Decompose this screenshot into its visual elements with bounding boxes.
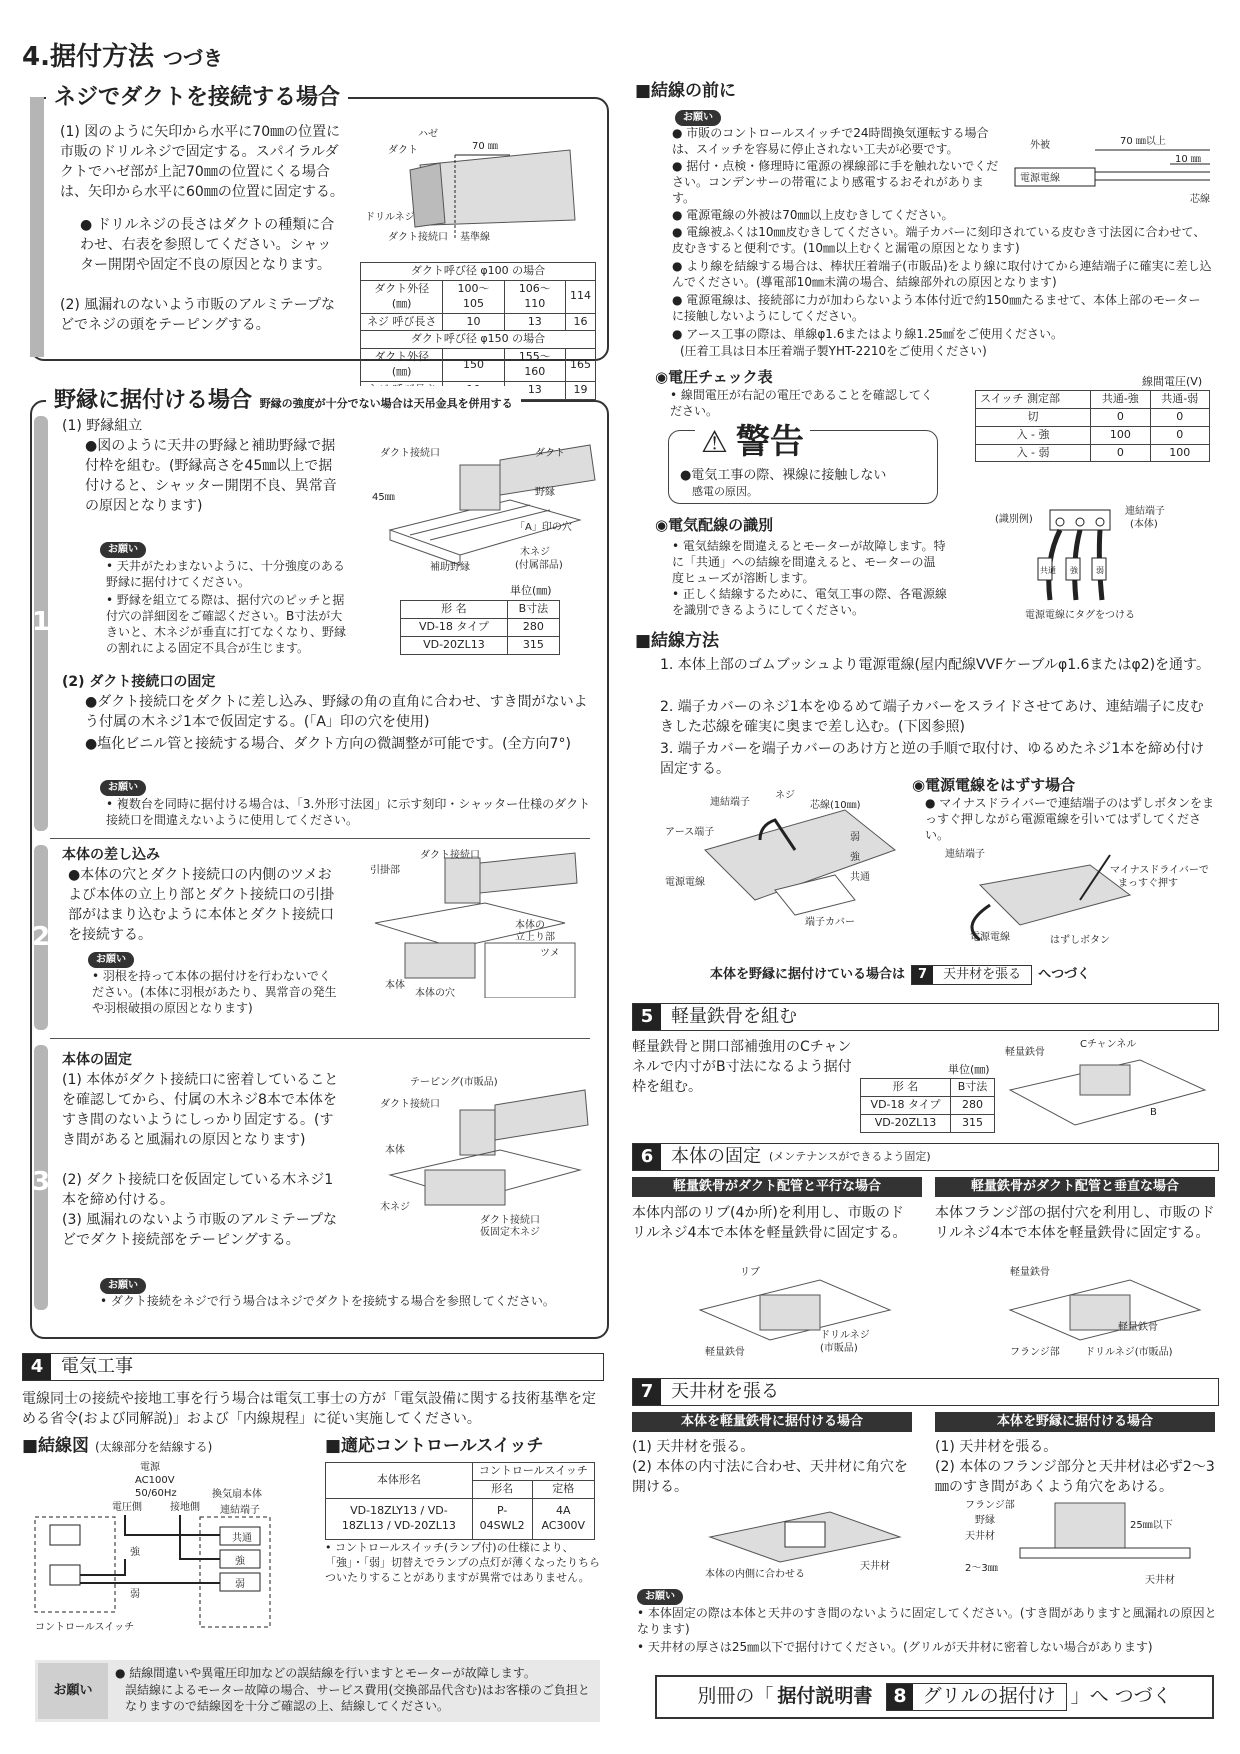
body-box bbox=[760, 1295, 820, 1330]
s3-i2: (2) ダクト接続口を仮固定している木ネジ1本を締め付ける。 bbox=[62, 1172, 334, 1208]
t1-cell: 100～105 bbox=[443, 280, 504, 313]
s3-fig-tmp: ダクト接続口 bbox=[480, 1215, 540, 1226]
s1-fig-dim: 45㎜ bbox=[372, 492, 395, 503]
t2-cell: ダクト外径(㎜) bbox=[361, 349, 443, 382]
divider bbox=[50, 1038, 590, 1039]
s1-fig-joist: 野縁 bbox=[535, 487, 555, 498]
s2-badge-text: お願い bbox=[88, 952, 134, 968]
s7l-inner: 本体の内側に合わせる bbox=[705, 1569, 805, 1580]
warning-title bbox=[695, 420, 810, 466]
footer-label: グリルの据付け bbox=[922, 1685, 1056, 1708]
rf-term: 連結端子 bbox=[945, 849, 985, 860]
s2-fig-tab: ツメ bbox=[540, 948, 560, 959]
wiring-title: ■結線図 bbox=[22, 1436, 90, 1456]
opening bbox=[785, 1522, 825, 1547]
conn-box bbox=[460, 465, 500, 510]
s1-b2: ●ダクト接続口をダクトに差し込み、野縁の角の直角に合わせ、すき間がないよう付属の木ネジ1本で仮固定する。(「A」印の穴を使用) bbox=[85, 694, 588, 730]
goto-pre: 本体を野縁に据付けている場合は bbox=[710, 967, 906, 982]
sec6-left-text: 本体内部のリブ(4か所)を利用し、市販のドリルネジ4本で本体を軽量鉄骨に固定する。 bbox=[632, 1205, 907, 1241]
sec7-n2: • 天井材の厚さは25㎜以下で据付けてください。(グリルが天井材に密着しない場合があります) bbox=[637, 1640, 1153, 1654]
strip-figure bbox=[1010, 130, 1225, 210]
s1-fig-duct: ダクト bbox=[535, 448, 565, 459]
rf-btn: はずしボタン bbox=[1050, 935, 1110, 945]
rf-driver: マイナスドライバーで bbox=[1110, 865, 1209, 876]
s2-fig-rise2: 立上り部 bbox=[515, 932, 555, 943]
body-box bbox=[1055, 1503, 1125, 1548]
s1-h2: (2) ダクト接続口の固定 bbox=[62, 674, 216, 690]
s1-td: VD-18 タイプ bbox=[401, 618, 508, 636]
s3-num: 3 bbox=[32, 1167, 51, 1197]
footer-bold: 据付説明書 bbox=[777, 1685, 873, 1708]
rf-cable: 電源電線 bbox=[970, 932, 1010, 943]
footer-pre: 別冊の「 bbox=[697, 1685, 774, 1708]
fig-drill-label: ドリルネジ bbox=[365, 212, 415, 223]
voltage-title: ◉電圧チェック表 bbox=[655, 368, 773, 386]
terminal-figure bbox=[665, 790, 910, 930]
sec7-badge bbox=[637, 1587, 683, 1605]
t1-cell: ネジ 呼び長さ bbox=[361, 313, 443, 331]
vt-cell: 0 bbox=[1091, 444, 1150, 462]
sec7-left-i2: (2) 本体の内寸法に合わせ、天井材に角穴を開ける。 bbox=[632, 1459, 908, 1495]
before-item: ● 電源電線の外被は70㎜以上皮むきしてください。 bbox=[672, 208, 954, 222]
s2-h: 本体の差し込み bbox=[62, 847, 160, 863]
vt-cell: 100 bbox=[1150, 444, 1209, 462]
ctrl-models: VD-18ZLY13 / VD-18ZL13 / VD-20ZL13 bbox=[326, 1498, 473, 1539]
wd-ac: AC100V bbox=[135, 1475, 175, 1486]
sec7-num: 7 bbox=[633, 1379, 661, 1405]
sec4-title: 電気工事 bbox=[61, 1355, 133, 1377]
s1-figure bbox=[370, 440, 600, 580]
joist-title-text: 野縁に据付ける場合 bbox=[54, 388, 253, 413]
s1-badge2-text: お願い bbox=[100, 780, 146, 796]
s2-fig-body: 本体 bbox=[385, 980, 405, 991]
vt-cell: 切 bbox=[976, 408, 1091, 426]
conn-box bbox=[460, 1110, 495, 1155]
goto-label: 天井材を張る bbox=[943, 967, 1022, 982]
sec5-text: 軽量鉄骨と開口部補強用のCチャンネルで内寸がB寸法になるよう据付枠を組む。 bbox=[632, 1039, 852, 1095]
sec7-left-i1: (1) 天井材を張る。 bbox=[632, 1439, 755, 1455]
sec7-left-figure bbox=[700, 1497, 915, 1582]
sec7-right-head: 本体を野縁に据付ける場合 bbox=[935, 1412, 1215, 1432]
s2-n1: • 羽根を持って本体の据付けを行わないでください。(本体に羽根があたり、異常音の発生や羽根破損の原因となります) bbox=[92, 969, 337, 1015]
sf-core: 芯線 bbox=[1190, 194, 1210, 205]
title-text: 4.据付方法 bbox=[22, 42, 154, 72]
screw-table bbox=[360, 262, 596, 400]
goto-post: へつづく bbox=[1038, 967, 1091, 982]
id-t3: 弱 bbox=[1096, 566, 1104, 575]
tf-cover: 端子カバー bbox=[805, 917, 855, 928]
sf-cable: 電源電線 bbox=[1020, 173, 1060, 184]
wd-fan: 換気扇本体 bbox=[212, 1489, 262, 1500]
s5-th: 形 名 bbox=[861, 1079, 951, 1097]
s3-n1: • ダクト接続をネジで行う場合はネジでダクトを接続する場合を参照してください。 bbox=[100, 1294, 555, 1308]
footer-post: 」へ つづく bbox=[1070, 1685, 1172, 1708]
s6r-steel2: 軽量鉄骨 bbox=[1118, 1322, 1158, 1333]
footer-box bbox=[655, 1675, 1214, 1719]
voltage-note: • 線間電圧が右記の電圧であることを確認してください。 bbox=[670, 388, 933, 418]
before-item: (圧着工具は日本圧着端子製YHT-2210をご使用ください) bbox=[680, 344, 987, 358]
before-item: ● アース工事の際は、単線φ1.6またはより線1.25㎟をご使用ください。 bbox=[672, 327, 1064, 341]
s6r-drill: ドリルネジ(市販品) bbox=[1085, 1347, 1173, 1358]
sec7-head bbox=[632, 1378, 1219, 1406]
s2-figure bbox=[365, 848, 595, 998]
screw-box-title: ネジでダクトを接続する場合 bbox=[46, 83, 348, 113]
body-box bbox=[1080, 1065, 1130, 1095]
s2-badge bbox=[88, 950, 134, 968]
goto-num: 7 bbox=[912, 966, 933, 984]
tf-screw: ネジ bbox=[775, 790, 795, 801]
wd-src: 電源 bbox=[140, 1462, 160, 1473]
title-sub: つづき bbox=[163, 46, 224, 70]
voltage-unit: 線間電圧(V) bbox=[1142, 375, 1203, 388]
sf-outer: 外被 bbox=[1030, 140, 1050, 151]
s5-td: VD-20ZL13 bbox=[861, 1114, 951, 1132]
warning-sub: 感電の原因。 bbox=[692, 485, 758, 498]
conn-box bbox=[445, 858, 480, 903]
wd-strong2: 強 bbox=[130, 1547, 140, 1558]
s2-num: 2 bbox=[32, 922, 51, 952]
detail-box bbox=[485, 943, 575, 998]
wiring-diagram bbox=[30, 1455, 330, 1635]
sec7-left-head: 本体を軽量鉄骨に据付ける場合 bbox=[632, 1412, 912, 1432]
sec4-num: 4 bbox=[23, 1354, 51, 1380]
before-title: ■結線の前に bbox=[635, 81, 737, 101]
s1-b3: ●塩化ビニル管と接続する場合、ダクト方向の微調整が可能です。(全方向7°) bbox=[85, 736, 571, 752]
s2-b: ●本体の穴とダクト接続口の内側のツメおよび本体の立上り部とダクト接続口の引掛部がはまり込むように本体とダクト接続口を接続する。 bbox=[68, 867, 334, 943]
vt-head: 共通-強 bbox=[1091, 391, 1150, 409]
rf-driver2: まっすぐ押す bbox=[1118, 878, 1178, 889]
vt-cell: 0 bbox=[1150, 426, 1209, 444]
s1-fig-screw2: (付属部品) bbox=[515, 560, 563, 571]
before-badge bbox=[675, 108, 721, 126]
sec5-figure bbox=[1000, 1035, 1215, 1140]
s6l-drill2: (市販品) bbox=[820, 1343, 858, 1354]
fig-duct-label: ダクト bbox=[388, 145, 418, 156]
before-item: ● 市販のコントロールスイッチで24時間換気運転する場合は、スイッチを容易に停止されない工夫が必要です。 bbox=[672, 126, 989, 156]
before-item: ● 電線被ふくは10㎜皮むきしてください。端子カバーに刻印されている皮むき寸法図に合わせて、皮むきすると便利です。(10㎜以上むくと漏電の原因となります) bbox=[672, 225, 1206, 255]
sec6-title: 本体の固定 bbox=[671, 1145, 761, 1167]
method-title: ■結線方法 bbox=[635, 631, 720, 651]
wd-term: 連結端子 bbox=[220, 1505, 260, 1516]
s1-num: 1 bbox=[32, 607, 51, 637]
s1-fig-sub: 補助野縁 bbox=[430, 562, 470, 573]
vt-cell: 0 bbox=[1091, 408, 1150, 426]
t2-cell: 155～160 bbox=[504, 349, 565, 382]
s1-table bbox=[400, 600, 560, 655]
s5-th: B寸法 bbox=[951, 1079, 995, 1097]
wires bbox=[80, 1515, 220, 1583]
s1-n1: • 天井がたわまないように、十分強度のある野縁に据付けてください。 bbox=[106, 559, 345, 589]
id-term2: (本体) bbox=[1130, 519, 1158, 530]
term-shape bbox=[980, 865, 1130, 925]
sec7-n1: • 本体固定の際は本体と天井のすき間のないように固定してください。(すき間がありますと風漏れの原因となります) bbox=[637, 1606, 1217, 1636]
tf-term: 連結端子 bbox=[710, 797, 750, 808]
tf-cable: 電源電線 bbox=[665, 877, 705, 888]
s7r-joist: 野縁 bbox=[975, 1515, 995, 1526]
screw-item1: (1) 図のように矢印から水平に70㎜の位置に市販のドリルネジで固定する。スパイラルダクトでハゼ部が上記70㎜の位置にくる場合は、矢印から水平に60㎜の位置に固定する。 bbox=[60, 124, 344, 200]
fig-70mm-label: 70 ㎜ bbox=[472, 141, 498, 152]
s1-badge2 bbox=[100, 778, 146, 796]
lamp-shape bbox=[50, 1525, 80, 1545]
tf-core: 芯線(10㎜) bbox=[810, 800, 861, 811]
tf-strong: 強 bbox=[850, 852, 860, 863]
s1-fig-screw: 木ネジ bbox=[520, 547, 550, 558]
t2-cell: 150 bbox=[443, 349, 504, 382]
sec6-right-text: 本体フランジ部の据付穴を利用し、市販のドリルネジ4本で本体を軽量鉄骨に固定する。 bbox=[935, 1205, 1215, 1241]
s1-fig-aho: 「A」印の穴 bbox=[515, 522, 572, 533]
s3-fig-tmp2: 仮固定木ネジ bbox=[480, 1227, 540, 1238]
vt-head: 共通-弱 bbox=[1150, 391, 1209, 409]
wd-hz: 50/60Hz bbox=[135, 1488, 177, 1499]
core-lines bbox=[1095, 172, 1210, 180]
ceiling-board bbox=[1020, 1548, 1190, 1558]
sec6-head bbox=[632, 1143, 1219, 1171]
sec7-badge-text: お願い bbox=[637, 1589, 683, 1605]
vt-cell: 入 - 弱 bbox=[976, 444, 1091, 462]
s3-badge-text: お願い bbox=[100, 1278, 146, 1294]
joist-box-title bbox=[46, 386, 521, 416]
s1-n3: • 複数台を同時に据付ける場合は、「3.外形寸法図」に示す刻印・シャッター仕様のダクト接続口を間違えないように使用してください。 bbox=[106, 797, 591, 827]
duct-pipe bbox=[495, 1090, 588, 1140]
sec7-right-figure bbox=[960, 1493, 1200, 1588]
id-ex: (識別例) bbox=[995, 514, 1033, 525]
t2-head: ダクト呼び径 φ150 の場合 bbox=[361, 331, 596, 349]
identify-i2: • 正しく結線するために、電気工事の際、各電源線を識別できるようにしてください。 bbox=[672, 587, 947, 617]
screw-sidebar bbox=[30, 97, 44, 357]
s7r-ceil2: 天井材 bbox=[1145, 1575, 1175, 1586]
s3-badge bbox=[100, 1276, 146, 1294]
term-block bbox=[1050, 510, 1110, 530]
s6r-flange: フランジ部 bbox=[1010, 1347, 1060, 1358]
s7r-25: 25㎜以下 bbox=[1130, 1520, 1173, 1531]
t1-cell: 10 bbox=[443, 313, 504, 331]
id-tag: 電源電線にタグをつける bbox=[1025, 610, 1135, 621]
elec-intro: 電線同士の接続や接地工事を行う場合は電気工事士の方が「電気設備に関する技術基準を定める省令(および同解説)」および「内線規程」に従い実施してください。 bbox=[22, 1391, 596, 1427]
fig-haze-label: ハゼ bbox=[418, 129, 438, 140]
fig-base-label: 基準線 bbox=[460, 232, 490, 243]
method-step: 3. 端子カバーを端子カバーのあけ方と逆の手順で取付け、ゆるめたネジ1本を締め付け固定する。 bbox=[660, 741, 1205, 777]
s3-figure bbox=[370, 1075, 595, 1240]
id-t1: 共通 bbox=[1040, 566, 1056, 575]
vt-head: スイッチ bbox=[980, 392, 1024, 405]
s3-i3: (3) 風漏れのないよう市販のアルミテープなどでダクト接続部をテーピングする。 bbox=[62, 1212, 338, 1248]
ctrl-model: P-04SWL2 bbox=[472, 1498, 532, 1539]
ctrl-note: • コントロールスイッチ(ランプ付)の仕様により、「強」・「弱」切替えでランプの点灯が薄くなったりちらついたりすることがありますが異常ではありません。 bbox=[325, 1541, 600, 1584]
s5-td: 280 bbox=[951, 1096, 995, 1114]
s5-fig-steel: 軽量鉄骨 bbox=[1005, 1047, 1045, 1058]
remove-text: ● マイナスドライバーで連結端子のはずしボタンをまっすぐ押しながら電源電線を引いてはずしてください。 bbox=[925, 796, 1214, 842]
ctrl-rating: 4A AC300V bbox=[532, 1498, 595, 1539]
warning-triangle-icon: ⚠ bbox=[701, 424, 728, 460]
warning-text: ●電気工事の際、裸線に接触しない bbox=[680, 468, 887, 483]
sf-70: 70 ㎜以上 bbox=[1120, 136, 1166, 147]
sec6-left-head: 軽量鉄骨がダクト配管と平行な場合 bbox=[632, 1177, 922, 1197]
warning-title-text: 警告 bbox=[735, 422, 804, 462]
before-item: ● 電源電線は、接続部に力が加わらないよう本体付近で約150㎜たるませて、本体上部のモーターに接触しないようにしてください。 bbox=[672, 293, 1201, 323]
ctrl-th: 形名 bbox=[472, 1480, 532, 1498]
sec5-table bbox=[860, 1078, 995, 1133]
vt-cell: 100 bbox=[1091, 426, 1150, 444]
sec7-title: 天井材を張る bbox=[671, 1380, 779, 1402]
s7r-gap: 2～3㎜ bbox=[965, 1563, 998, 1574]
divider bbox=[50, 838, 590, 839]
sec5-head bbox=[632, 1003, 1219, 1031]
t1-head: ダクト呼び径 φ100 の場合 bbox=[361, 263, 596, 281]
joist-title-note: 野縁の強度が十分でない場合は天吊金具を併用する bbox=[259, 397, 513, 410]
sec7-right-i2: (2) 本体のフランジ部分と天井材は必ず2～3㎜のすき間があくよう角穴をあける。 bbox=[935, 1459, 1215, 1495]
s1-td: 280 bbox=[507, 618, 559, 636]
s5-td: 315 bbox=[951, 1114, 995, 1132]
conn-shape bbox=[410, 163, 445, 227]
warn-badge: お願い bbox=[38, 1663, 108, 1719]
s1-badge bbox=[100, 540, 146, 558]
s1-fig-conn: ダクト接続口 bbox=[380, 448, 440, 459]
warn1: ● 結線間違いや異電圧印加などの誤結線を行いますとモーターが故障します。 bbox=[115, 1666, 536, 1680]
s1-th: B寸法 bbox=[507, 601, 559, 619]
vt-head: 測定部 bbox=[1027, 392, 1061, 405]
s1-unit: 単位(㎜) bbox=[510, 584, 552, 597]
warn2: 誤結線によるモーター故障の場合、サービス費用(交換部品代含む)はお客様のご負担となりますので結線図を十分ご確認の上、結線してください。 bbox=[125, 1683, 590, 1713]
wd-strong: 強 bbox=[235, 1556, 245, 1567]
vt-cell: 入 - 強 bbox=[976, 426, 1091, 444]
ctrl-table bbox=[325, 1462, 595, 1540]
vt-cell: 0 bbox=[1150, 408, 1209, 426]
id-term: 連結端子 bbox=[1125, 506, 1165, 517]
s1-badge-text: お願い bbox=[100, 542, 146, 558]
s2-fig-rise: 本体の bbox=[515, 920, 545, 931]
s7r-ceil: 天井材 bbox=[965, 1531, 995, 1542]
remove-figure bbox=[940, 845, 1215, 945]
s3-fig-conn: ダクト接続口 bbox=[380, 1099, 440, 1110]
ctrl-title: ■適応コントロールスイッチ bbox=[325, 1436, 544, 1456]
goto-line bbox=[710, 965, 1090, 985]
t1-cell: 13 bbox=[504, 313, 565, 331]
sec6-right-figure bbox=[1000, 1260, 1215, 1360]
ctrl-th: コントロールスイッチ bbox=[472, 1463, 594, 1481]
t2-cell: 165 bbox=[565, 349, 595, 382]
s5-fig-ch: Cチャンネル bbox=[1080, 1039, 1137, 1050]
t1-cell: ダクト外径(㎜) bbox=[361, 280, 443, 313]
s1-th: 形 名 bbox=[401, 601, 508, 619]
duct-pipe bbox=[480, 853, 577, 893]
s1-td: 315 bbox=[507, 636, 559, 654]
screw-bullet1: ● ドリルネジの長さはダクトの種類に合わせ、右表を参照してください。シャッター開閉や固定不良の原因となります。 bbox=[80, 217, 335, 273]
wd-common: 共通 bbox=[232, 1533, 252, 1544]
s7r-flange: フランジ部 bbox=[965, 1500, 1015, 1511]
wd-weak: 弱 bbox=[235, 1579, 245, 1590]
t1-cell: 114 bbox=[565, 280, 595, 313]
s6l-steel: 軽量鉄骨 bbox=[705, 1347, 745, 1358]
s3-fig-screw: 木ネジ bbox=[380, 1202, 410, 1213]
sec5-title: 軽量鉄骨を組む bbox=[671, 1005, 797, 1027]
s3-fig-body: 本体 bbox=[385, 1145, 405, 1156]
t2-cell: 19 bbox=[565, 381, 595, 399]
goto-ref[interactable] bbox=[911, 965, 1032, 985]
s3-fig-tape: テーピング(市販品) bbox=[410, 1077, 498, 1088]
footer-num: 8 bbox=[887, 1684, 912, 1710]
wd-vside: 電圧側 bbox=[112, 1502, 142, 1513]
identify-figure bbox=[990, 500, 1210, 625]
s5-fig-b: B bbox=[1150, 1107, 1157, 1118]
identify-title: ◉電気配線の識別 bbox=[655, 516, 774, 534]
body-box bbox=[425, 1170, 505, 1205]
sec4-head bbox=[22, 1353, 604, 1381]
wiring-sub: (太線部分を結線する) bbox=[94, 1440, 213, 1454]
t2-cell: 13 bbox=[504, 381, 565, 399]
s2-fig-hook: 引掛部 bbox=[370, 865, 400, 876]
s1-td: VD-20ZL13 bbox=[401, 636, 508, 654]
footer-ref[interactable] bbox=[886, 1683, 1066, 1711]
remove-title: ◉電源電線をはずす場合 bbox=[912, 776, 1076, 794]
s2-fig-hole: 本体の穴 bbox=[415, 988, 455, 998]
screw-figure bbox=[360, 125, 590, 255]
s7l-ceil: 天井材 bbox=[860, 1561, 890, 1572]
identify-i1: • 電気結線を間違えるとモーターが故障します。特に「共通」への結線を間違えると、モーターの温度ヒューズが溶断します。 bbox=[672, 539, 946, 585]
wd-weak2: 弱 bbox=[130, 1589, 140, 1600]
wd-gside: 接地側 bbox=[170, 1502, 200, 1513]
sec5-unit: 単位(㎜) bbox=[948, 1063, 990, 1076]
method-step: 1. 本体上部のゴムブッシュより電源電線(屋内配線VVFケーブルφ1.6またはφ2)を通す。 bbox=[660, 657, 1210, 673]
body-box bbox=[405, 943, 475, 978]
before-item: ● より線を結線する場合は、棒状圧着端子(市販品)をより線に取付けてから連結端子に確実に差し込んでください。(導電部10㎜未満の場合、結線部外れの原因となります) bbox=[672, 259, 1212, 289]
tf-weak: 弱 bbox=[850, 832, 860, 843]
wd-cs: コントロールスイッチ bbox=[35, 1622, 135, 1633]
sec6-sub: (メンテナンスができるよう固定) bbox=[769, 1149, 931, 1163]
method-step: 2. 端子カバーのネジ1本をゆるめて端子カバーをスライドさせてあけ、連結端子に皮むきした芯線を確実に奥まで差し込む。(下図参照) bbox=[660, 699, 1204, 735]
switch-shape bbox=[50, 1565, 80, 1585]
sec6-num: 6 bbox=[633, 1144, 661, 1170]
sec6-left-figure bbox=[690, 1260, 920, 1360]
s1-b1: ●図のように天井の野縁と補助野縁で据付枠を組む。(野縁高さを45㎜以上で据付けると、シャッター開閉不良、異常音の原因となります) bbox=[85, 438, 337, 514]
s3-i1: (1) 本体がダクト接続口に密着していることを確認してから、付属の木ネジ8本で本体をすき間のないようにしっかり固定する。(すき間があると風漏れの原因となります) bbox=[62, 1072, 339, 1148]
page-title bbox=[22, 40, 223, 75]
ctrl-th: 本体形名 bbox=[326, 1463, 473, 1499]
before-item: ● 据付・点検・修理時に電源の裸線部に手を触れないでください。コンデンサーの帯電により感電するおそれがあります。 bbox=[672, 159, 999, 205]
voltage-table bbox=[975, 390, 1210, 462]
s2-fig-conn: ダクト接続口 bbox=[420, 850, 480, 861]
tf-earth: アース端子 bbox=[665, 827, 715, 838]
s1-h1: (1) 野縁組立 bbox=[62, 418, 143, 434]
t1-cell: 106～110 bbox=[504, 280, 565, 313]
tf-common: 共通 bbox=[850, 872, 870, 883]
s1-n2: • 野縁を組立てる際は、据付穴のピッチと据付穴の詳細図をご確認ください。B寸法が大きいと、木ネジが垂直に打てなくなり、野縁の割れによる固定不具合が生じます。 bbox=[106, 593, 347, 655]
s6l-drill: ドリルネジ bbox=[820, 1330, 870, 1341]
s5-td: VD-18 タイプ bbox=[861, 1096, 951, 1114]
s3-h: 本体の固定 bbox=[62, 1052, 132, 1068]
s6r-steel: 軽量鉄骨 bbox=[1010, 1267, 1050, 1278]
t1-cell: 16 bbox=[565, 313, 595, 331]
sf-10: 10 ㎜ bbox=[1175, 154, 1201, 165]
before-badge-text: お願い bbox=[675, 110, 721, 126]
sec5-num: 5 bbox=[633, 1004, 661, 1030]
screw-item2: (2) 風漏れのないよう市販のアルミテープなどでネジの頭をテーピングする。 bbox=[60, 297, 336, 333]
id-t2: 強 bbox=[1070, 566, 1078, 575]
sec7-right-i1: (1) 天井材を張る。 bbox=[935, 1439, 1058, 1455]
ctrl-th: 定格 bbox=[532, 1480, 595, 1498]
s6l-rib: リブ bbox=[740, 1267, 760, 1278]
sec6-right-head: 軽量鉄骨がダクト配管と垂直な場合 bbox=[935, 1177, 1215, 1197]
screw-step-num: 3 bbox=[10, 207, 29, 237]
fig-conn-label: ダクト接続口 bbox=[388, 232, 448, 243]
